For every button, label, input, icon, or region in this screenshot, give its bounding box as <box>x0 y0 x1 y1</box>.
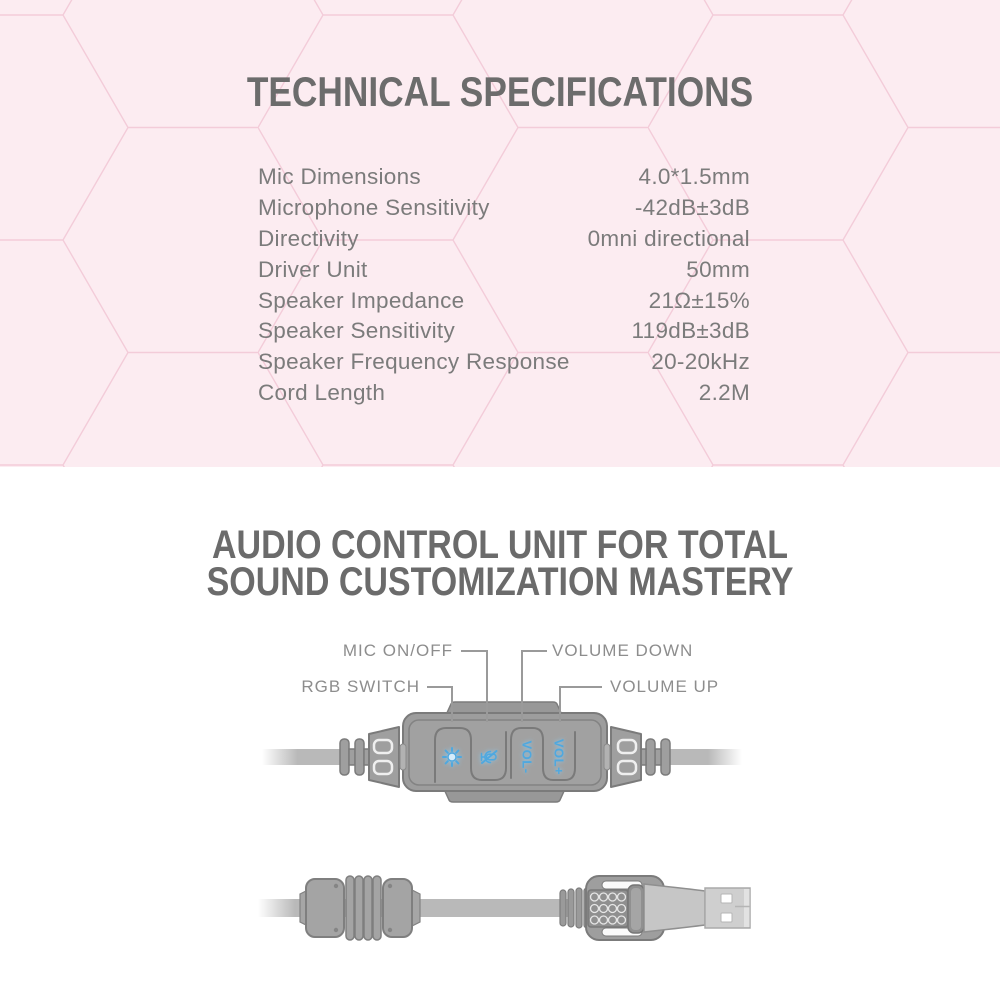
strain-relief-left <box>340 739 370 775</box>
leader-line-mic-horizontal <box>461 650 488 652</box>
technical-specifications-section <box>0 0 1000 467</box>
table-row <box>258 316 750 347</box>
spec-value: 4.0*1.5mm <box>638 164 750 190</box>
spec-label: Speaker Sensitivity <box>258 318 456 344</box>
callout-mic-on-off: MIC ON/OFF <box>342 641 453 660</box>
table-row <box>258 162 750 193</box>
side-tab-right <box>604 744 610 770</box>
spec-label: Speaker Frequency Response <box>258 349 570 375</box>
section-heading <box>75 523 925 604</box>
callout-volume-up: VOLUME UP <box>610 677 720 696</box>
usb-cable-illustration <box>240 855 760 970</box>
spec-value: 2.2M <box>698 379 750 405</box>
table-row <box>258 378 750 409</box>
section-title: TECHNICAL SPECIFICATIONS <box>246 68 754 115</box>
spec-value: 119dB±3dB <box>631 318 750 344</box>
spec-value: 50mm <box>686 256 750 282</box>
spec-label: Cord Length <box>258 379 386 405</box>
leader-line-volume-down-vertical <box>521 650 523 722</box>
connector-bracket-right <box>611 727 641 787</box>
leader-line-volume-up-vertical <box>559 686 561 722</box>
audio-control-unit-illustration <box>240 690 760 830</box>
table-row <box>258 254 750 285</box>
table-row <box>258 224 750 255</box>
spec-value: -42dB±3dB <box>634 195 750 221</box>
table-row <box>258 285 750 316</box>
strain-relief-right <box>640 739 670 775</box>
heading-line-1: AUDIO CONTROL UNIT FOR TOTAL <box>211 523 789 567</box>
spec-value: 21Ω±15% <box>648 287 750 313</box>
ferrite-bead <box>300 876 420 940</box>
leader-line-rgb-horizontal <box>427 686 453 688</box>
callout-volume-down: VOLUME DOWN <box>552 641 694 660</box>
heading-line-2: SOUND CUSTOMIZATION MASTERY <box>206 560 794 604</box>
table-row <box>258 347 750 378</box>
spec-label: Driver Unit <box>258 256 368 282</box>
callout-rgb-switch: RGB SWITCH <box>301 677 420 696</box>
leader-line-volume-down-horizontal <box>521 650 547 652</box>
spec-table <box>258 162 750 408</box>
vol-plus-button-label[interactable]: VOL+ <box>551 738 567 776</box>
plug-grip-texture <box>588 890 628 927</box>
rgb-light-icon[interactable] <box>443 748 461 766</box>
side-tab-left <box>400 744 406 770</box>
spec-label: Directivity <box>258 225 359 251</box>
usb-a-metal-plug <box>705 888 750 928</box>
leader-line-volume-up-horizontal <box>559 686 602 688</box>
connector-bracket-left <box>369 727 399 787</box>
spec-label: Speaker Impedance <box>258 287 465 313</box>
leader-line-mic-vertical <box>486 650 488 722</box>
spec-label: Microphone Sensitivity <box>258 195 490 221</box>
spec-value: 20-20kHz <box>651 349 750 375</box>
spec-value: 0mni directional <box>587 225 750 251</box>
plug-nose <box>644 884 705 932</box>
spec-label: Mic Dimensions <box>258 164 421 190</box>
plug-clip <box>628 885 644 933</box>
vol-minus-button-label[interactable]: VOL- <box>519 740 535 774</box>
table-row <box>258 193 750 224</box>
leader-line-rgb-vertical <box>451 686 453 722</box>
